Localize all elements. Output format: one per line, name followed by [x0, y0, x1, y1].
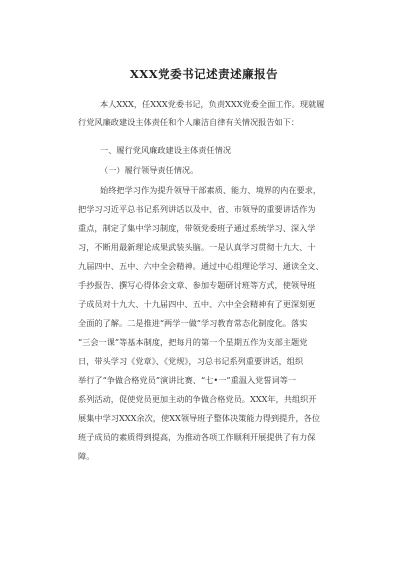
paragraph-line: 重点，制定了集中学习制度，带领党委班子通过系统学习、深入学: [78, 223, 316, 233]
paragraph-line: 九届四中、五中、六中全会精神。通过中心组理论学习、通读全文、: [78, 261, 324, 271]
paragraph-line: 全面的了解。二是推进“两学一做”学习教育常态化制度化。落实: [78, 318, 308, 328]
paragraph-line: “三会一课”等基本制度，把每月的第一个星期五作为支部主题党: [78, 337, 308, 347]
paragraph-line: 展集中学习XXX余次，使XX领导班子整体决策能力得到提升，各位: [78, 413, 321, 423]
paragraph-line: 行党风廉政建设主体责任和个人廉洁自律有关情况报告如下：: [78, 117, 300, 127]
paragraph-line: 始终把学习作为提升领导干部素质、能力、境界的内在要求，: [100, 185, 322, 195]
paragraph-line: 班子成员的素质得到提高，为推动各项工作顺利开展提供了有力保: [78, 432, 316, 442]
paragraph-line: 子成员对十九大、十九届四中、五中、六中全会精神有了更深刻更: [78, 299, 316, 309]
paragraph-line: 系列活动，促使党员更加主动的争做合格党员。XXX年，共组织开: [78, 394, 317, 404]
section-heading: 一、履行党风廉政建设主体责任情况: [100, 145, 232, 155]
subsection-heading: （一）履行领导责任情况。: [100, 165, 199, 175]
paragraph-line: 举行了“争做合格党员”演讲比赛、“七•一”重温入党誓词等一: [78, 375, 297, 385]
paragraph-line: 手抄报告、撰写心得体会文章、参加专题研讨班等方式，使领导班: [78, 280, 316, 290]
paragraph-line: 本人XXX，任XXX党委书记，负责XXX党委全面工作。现就履: [100, 99, 325, 109]
document-title: XXX党委书记述责述廉报告: [129, 67, 279, 81]
paragraph-line: 习，不断用最新理论成果武装头脑。一是认真学习贯彻十九大、十: [78, 242, 316, 252]
paragraph-line: 障。: [78, 451, 95, 461]
paragraph-line: 把学习习近平总书记系列讲话以及中、省、市领导的重要讲话作为: [78, 204, 316, 214]
paragraph-line: 日，带头学习《党章》、《党规》，习总书记系列重要讲话，组织: [78, 356, 304, 366]
